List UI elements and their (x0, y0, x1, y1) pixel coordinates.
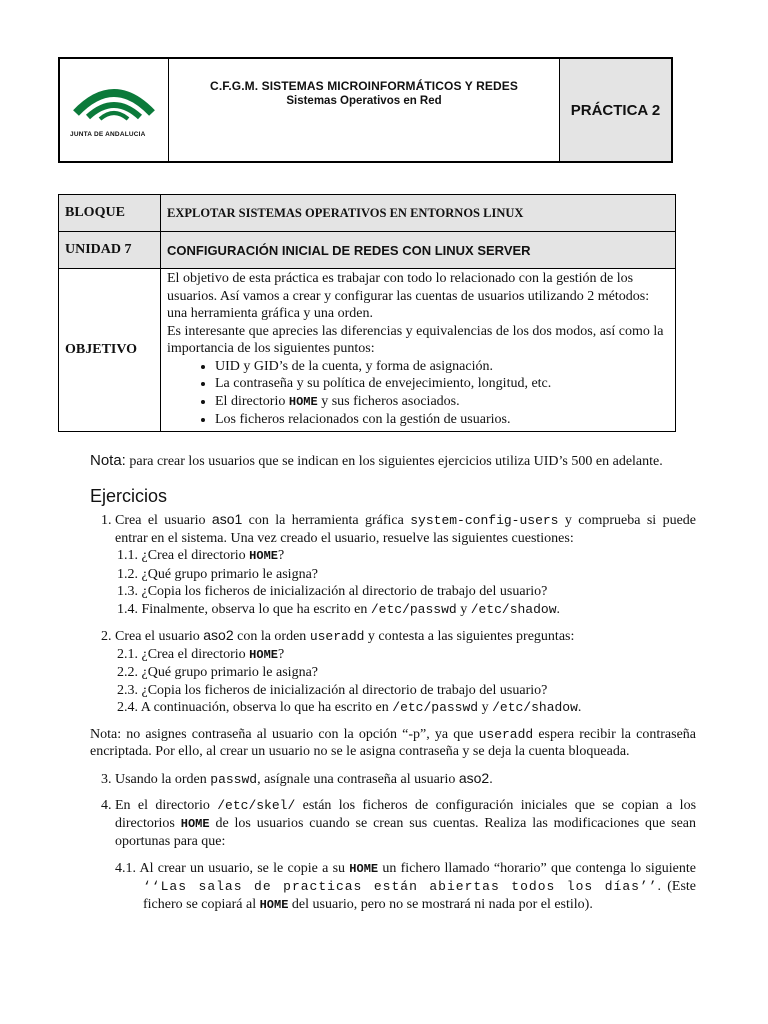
username: aso2 (458, 769, 490, 786)
file-path: /etc/passwd (370, 601, 457, 617)
note-label: Nota: (90, 452, 126, 469)
note-useradd: Nota: no asignes contraseña al usuario con la opción “-p”, ya que useradd espera recibir la contraseña encriptada. Por ello, al crear un usuario no se le asigna contraseña y se deja la cuenta bloqueada. (90, 726, 696, 759)
exercise-1: 1. Crea el usuario aso1 con la herramienta gráfica system-config-users y comprueba si puede entrar en el sistema. Una vez creado el usuario, resuelve las siguientes cuestiones: 1.1. ¿Crea el directorio HOME? 1.2. ¿Qué grupo primario le asigna? 1.3. ¿Copia los ficheros de inicialización al directorio de trabajo del usuario? 1.4. Finalmente, observa lo que ha escrito en /etc/passwd y /etc/shadow. (115, 511, 696, 618)
home-keyword: HOME (349, 861, 379, 876)
file-path: /etc/shadow (492, 700, 578, 715)
objetivo-paragraph-2: Es interesante que aprecies las diferencias y equivalencias de los dos modos, así como la importancia de los siguientes puntos: (167, 323, 664, 356)
unidad-value: CONFIGURACIÓN INICIAL DE REDES CON LINUX SERVER (161, 232, 676, 269)
logo-cell (60, 59, 169, 161)
username: aso1 (211, 511, 243, 527)
objetivo-row (59, 269, 676, 432)
home-keyword: HOME (180, 816, 210, 831)
question: 1.2. ¿Qué grupo primario le asigna? (117, 566, 318, 582)
question: 2.3. ¿Copia los ficheros de inicialización al directorio de trabajo del usuario? (117, 682, 548, 698)
tool-name: system-config-users (410, 513, 559, 528)
note-uids (90, 452, 696, 471)
command: useradd (309, 629, 365, 644)
question: 1.1. ¿Crea el directorio HOME? (117, 548, 285, 563)
home-keyword: HOME (288, 394, 318, 409)
file-path: /etc/passwd (392, 700, 479, 715)
objetivo-bullet: • El directorio HOME y sus ficheros asociados. (215, 393, 669, 412)
question: 1.3. ¿Copia los ficheros de inicialización al directorio de trabajo del usuario? (117, 584, 548, 599)
objetivo-label: OBJETIVO (59, 269, 161, 432)
bloque-value: EXPLOTAR SISTEMAS OPERATIVOS EN ENTORNOS LINUX (161, 195, 676, 232)
exercise-3: 3. Usando la orden passwd, asígnale una contraseña al usuario aso2. (115, 770, 696, 789)
document-header (58, 57, 673, 163)
question: 1.4. Finalmente, observa lo que ha escrito en /etc/passwd y /etc/shadow. (117, 601, 561, 617)
logo-caption: JUNTA DE ANDALUCIA (70, 131, 146, 138)
course-subtitle: Sistemas Operativos en Red (286, 95, 442, 107)
command: useradd (478, 726, 534, 742)
objetivo-bullet: • UID y GID’s de la cuenta, y forma de asignación. (215, 358, 669, 376)
document-body (90, 452, 696, 923)
objetivo-bullet: • Los ficheros relacionados con la gestión de usuarios. (215, 411, 669, 429)
file-path: /etc/shadow (470, 601, 557, 617)
bloque-label: BLOQUE (59, 195, 161, 232)
note-text: para crear los usuarios que se indican en los siguientes ejercicios utiliza UID’s 500 en adelante. (129, 454, 663, 469)
info-table (58, 194, 676, 432)
question: 2.1. ¿Crea el directorio HOME? (117, 646, 285, 662)
exercise-list (90, 511, 696, 717)
unidad-row (59, 232, 676, 269)
exercise-list-continued (90, 770, 696, 915)
junta-andalucia-logo (60, 67, 168, 137)
file-content-quote: ‘‘Las salas de practicas están abiertas todos los días’’ (143, 879, 658, 894)
course-title: C.F.G.M. SISTEMAS MICROINFORMÁTICOS Y REDES (210, 79, 518, 93)
question: 2.2. ¿Qué grupo primario le asigna? (117, 665, 318, 680)
objetivo-content (161, 269, 676, 432)
file-path: /etc/skel/ (217, 798, 296, 813)
home-keyword: HOME (259, 897, 289, 912)
home-keyword: HOME (249, 549, 278, 563)
ejercicios-heading: Ejercicios (90, 485, 168, 506)
objetivo-bullet: • La contraseña y su política de envejecimiento, longitud, etc. (215, 375, 669, 393)
exercise-4: 4. En el directorio /etc/skel/ están los ficheros de configuración iniciales que se copian a los directorios HOME de los usuarios cuando se crean sus cuentas. Realiza las modificaciones que sean oportunas para que: 4.1. Al crear un usuario, se le copie a su HOME un fichero llamado “horario” que contenga lo siguiente ‘‘Las salas de practicas están abiertas todos los días’’. (Este fichero se copiará al HOME del usuario, pero no se mostrará ni nada por el estilo). (115, 797, 696, 914)
practice-label: PRÁCTICA 2 (560, 59, 671, 161)
question: 2.4. A continuación, observa lo que ha escrito en /etc/passwd y /etc/shadow. (117, 700, 582, 715)
bloque-row (59, 195, 676, 232)
username: aso2 (203, 627, 234, 643)
unidad-label: UNIDAD 7 (59, 232, 161, 269)
subexercise-4-1: 4.1. Al crear un usuario, se le copie a su HOME un fichero llamado “horario” que contenga lo siguiente ‘‘Las salas de practicas están abiertas todos los días’’. (Este fichero se copiará al HOME del usuario, pero no se mostrará ni nada por el estilo). (115, 860, 697, 912)
objetivo-bullets (167, 358, 669, 429)
home-keyword: HOME (249, 647, 278, 662)
course-title-cell (169, 59, 560, 161)
objetivo-paragraph-1: El objetivo de esta práctica es trabajar con todo lo relacionado con la gestión de los usuarios. Así vamos a crear y configurar las cuentas de usuarios utilizando 2 métodos: una herramienta gráfica y una orden. (167, 271, 650, 321)
exercise-2: 2. Crea el usuario aso2 con la orden useradd y contesta a las siguientes preguntas: 2.1. ¿Crea el directorio HOME? 2.2. ¿Qué grupo primario le asigna? 2.3. ¿Copia los ficheros de inicialización al directorio de trabajo del usuario? 2.4. A continuación, observa lo que ha escrito en /etc/passwd y /etc/shadow. (115, 627, 696, 717)
command: passwd (210, 771, 258, 787)
